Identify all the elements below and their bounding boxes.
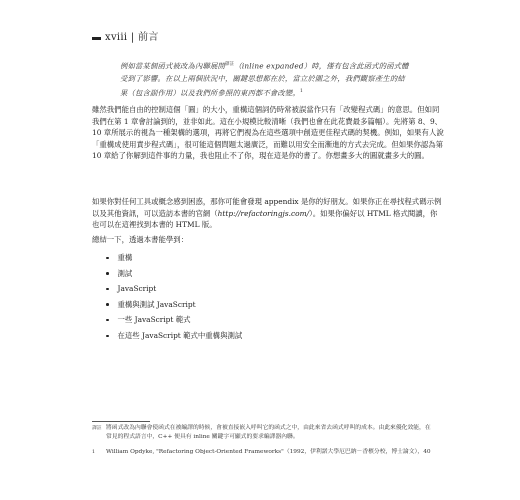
bullet-icon (106, 288, 109, 291)
list-item-text: 在這些 JavaScript 範式中重構與測試 (117, 330, 243, 340)
paragraph-2-before: 如果你對任何工具或概念感到困惑，那你可能會發現 appendix 是你的好朋友。如果你正在尋找程式碼示例以及其他資訊，可以造訪本書的官網（ (92, 197, 442, 218)
list-item (106, 328, 426, 344)
list-item (106, 250, 426, 266)
list-item (106, 266, 426, 282)
list-item (106, 297, 426, 313)
header-separator: | (130, 32, 135, 43)
list-item-text: 重構 (117, 253, 133, 262)
quote-footnote-mark: 1 (299, 89, 304, 95)
paragraph-1: 雖然我們能自由的控制這個「圓」的大小，重構這個詞仍時常被誤當作只有「改變程式碼」的意思。但如同我們在第 1 章會討論到的，並非如此。這在小規模比較清晰（我們也會在此花費最多篇幅）。先將第 8、9、10 章所展示的視為一種架構的選項，再將它們視為在這些選項中創造更佳程式碼的契機。例如，如果有人說「重構成使用責步程式碼」，很可能這個問題太過廣泛，而難以用安全而漸進的方式去完成。但如果你認為第 10 章給了你解到這件事的力量，我也阻止不了你，現在這是你的書了。你想畫多大的圓就畫多大的圓。 (92, 105, 444, 161)
footnote-text: William Opdyke, "Refactoring Object-Oriented Frameworks"（1992，伊利諾大學厄巴納－香檳分校，博士論文），40 (106, 449, 431, 455)
page-number: xviii (105, 32, 128, 43)
quote-translator-note-mark: 譯註 (224, 62, 235, 67)
website-link[interactable]: http://refactoringjs.com/ (217, 208, 310, 218)
page-header (92, 28, 159, 43)
list-item (106, 281, 426, 297)
footnote-translator (92, 424, 432, 442)
bullet-icon (106, 272, 109, 275)
learning-list (106, 250, 426, 344)
list-item-text: 一些 JavaScript 範式 (117, 315, 191, 325)
paragraph-3: 總結一下，透過本書能學到： (92, 235, 189, 244)
section-title: 前言 (138, 32, 159, 43)
block-quote (120, 58, 412, 100)
footnote-divider (92, 421, 150, 422)
footnote-mark: 1 (92, 450, 96, 455)
quote-part-2: （inline expanded）時，僅有包含此函式的函式體受到了影響。在以上兩個狀況中，關鍵思想都在於，當立於圍之外，我們觀察產生的結果（包含副作用）以及我們所參照的東西都不會改變。 (120, 61, 409, 98)
bullet-icon (106, 303, 109, 306)
list-item-text: 測試 (117, 268, 133, 278)
quote-part-1: 例如當某個函式被改為內聯展開 (120, 61, 225, 71)
bullet-icon (106, 335, 109, 338)
header-text (105, 28, 159, 43)
header-marker (92, 37, 101, 40)
bullet-icon (106, 319, 109, 322)
footnote-text: 將函式改為內聯會使函式在被編譯的時候，會被直接嵌入呼叫它的函式之中，由此來省去函式呼叫的成本。由此來優化效能，在常見的程式語言中，C++ 便具有 inline 關鍵字可顯式的要求編譯器內聯。 (106, 425, 431, 441)
paragraph-2 (92, 196, 444, 231)
bullet-icon (106, 257, 109, 260)
paragraph-2-after: ）。如果你偏好以 HTML 格式閱讀，你也可以在這裡找到本書的 HTML 版。 (92, 208, 438, 230)
list-item-text: JavaScript (117, 284, 157, 294)
footnote-1 (92, 448, 432, 457)
list-item (106, 312, 426, 328)
list-item-text: 重構與測試 JavaScript (117, 299, 196, 309)
footnote-mark: 譯註 (92, 426, 102, 431)
